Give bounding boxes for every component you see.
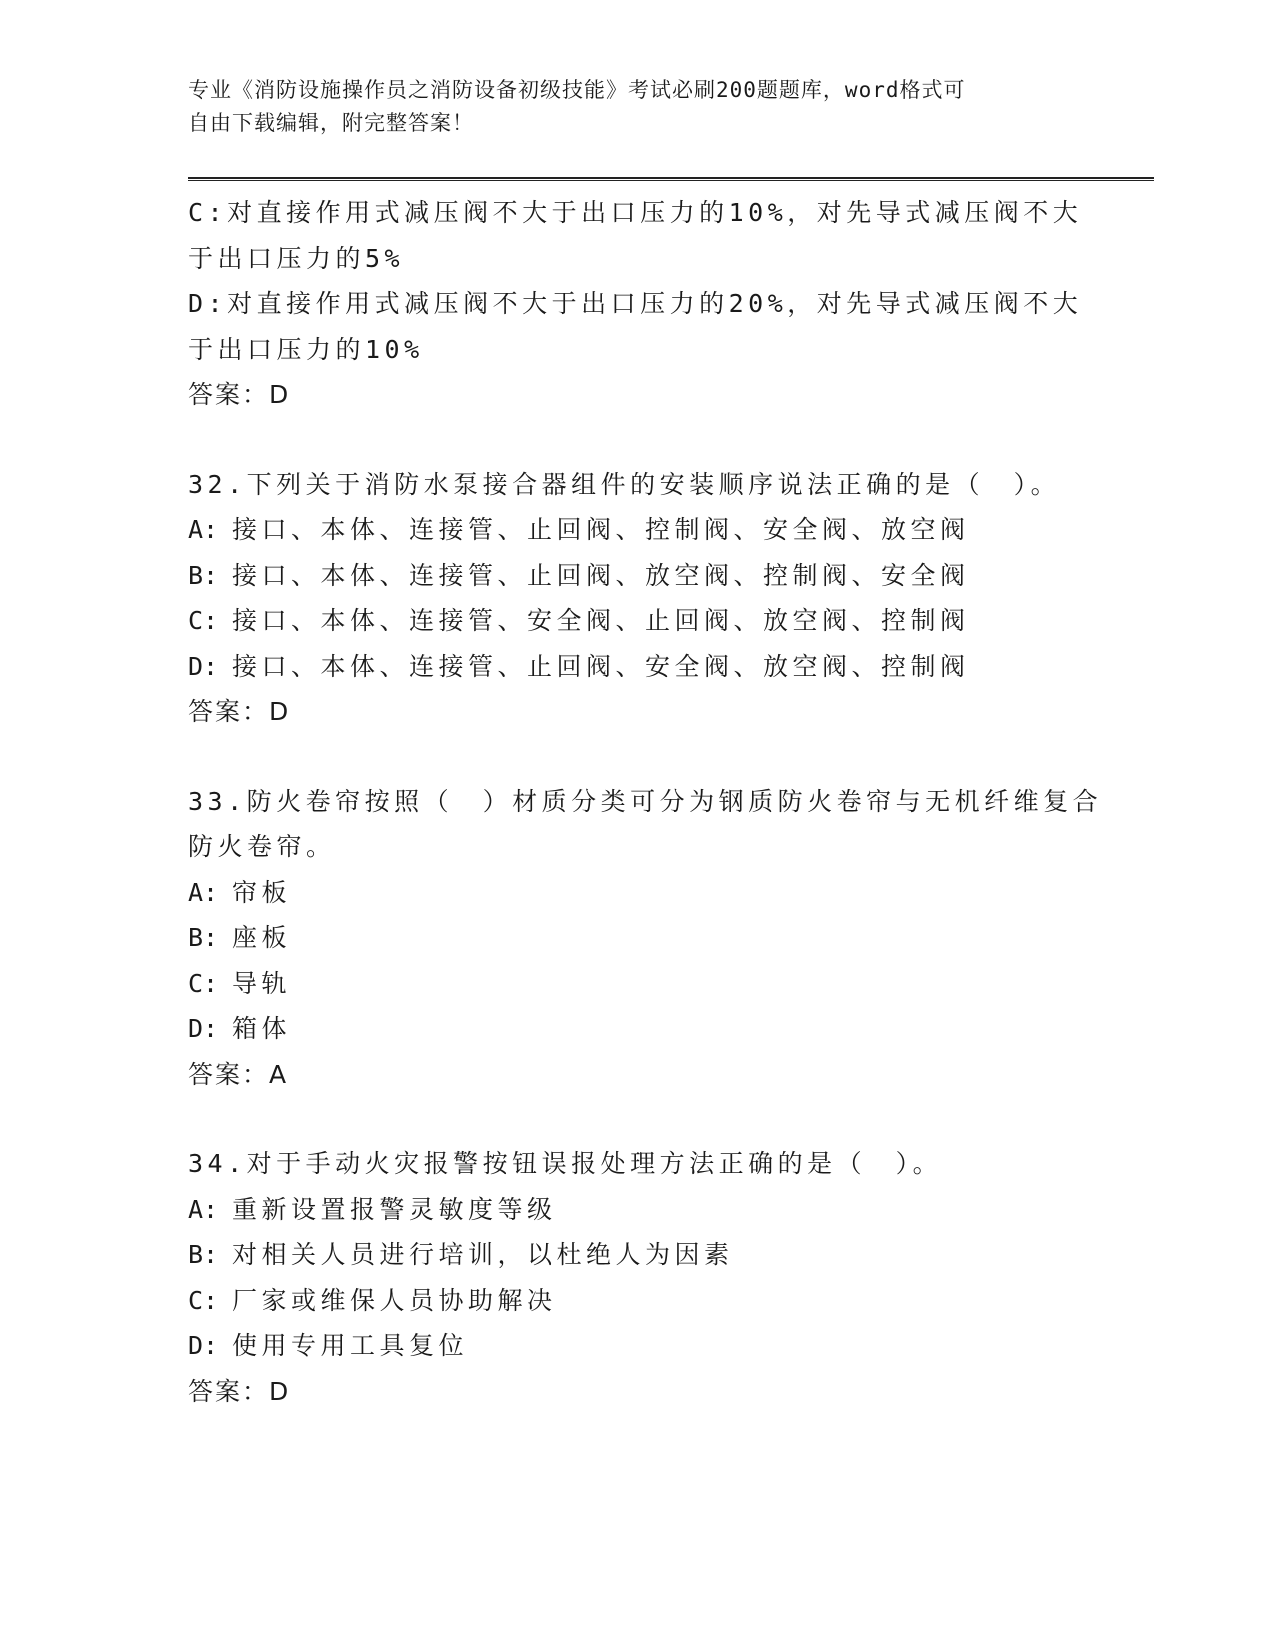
option-line: 于出口压力的10%: [188, 334, 424, 364]
question-32: [188, 462, 1088, 735]
option-d: [188, 1323, 1088, 1369]
option-c: [188, 1278, 1088, 1324]
option-text: 接口、本体、连接管、止回阀、放空阀、控制阀、安全阀: [232, 560, 970, 590]
option-key: B:: [188, 560, 219, 590]
option-key: B:: [188, 923, 219, 952]
option-text: 重新设置报警灵敏度等级: [232, 1194, 557, 1224]
option-a: [188, 870, 1088, 916]
option-text: 接口、本体、连接管、安全阀、止回阀、放空阀、控制阀: [232, 606, 970, 635]
document-header: [188, 74, 1088, 140]
header-title-line-1: 专业《消防设施操作员之消防设备初级技能》考试必刷200题题库，word格式可: [188, 78, 966, 102]
option-line: [188, 190, 1088, 236]
header-divider: [188, 177, 1154, 181]
answer-line: 答案：D: [188, 380, 291, 409]
option-line: 于出口压力的5%: [188, 243, 405, 273]
option-a: [188, 1187, 1088, 1233]
option-b: [188, 1232, 1088, 1278]
option-text: 接口、本体、连接管、止回阀、控制阀、安全阀、放空阀: [232, 515, 970, 544]
option-text: 对相关人员进行培训，以杜绝人为因素: [232, 1240, 734, 1269]
prev-question-tail: [188, 190, 1088, 418]
question-stem-continued: 防火卷帘。: [188, 832, 336, 861]
option-d: [188, 644, 1088, 690]
option-d: [188, 1006, 1088, 1052]
option-key: C:: [188, 606, 219, 635]
option-key: C:: [188, 198, 228, 227]
question-list: [188, 190, 1103, 1414]
option-a: [188, 507, 1088, 553]
option-text: 厂家或维保人员协助解决: [232, 1285, 557, 1315]
option-key: D:: [188, 651, 219, 681]
option-text: 使用专用工具复位: [232, 1331, 469, 1360]
question-stem: 34.对于手动火灾报警按钮误报处理方法正确的是（ ）。: [188, 1149, 943, 1178]
option-key: D:: [188, 1014, 219, 1043]
option-key: A:: [188, 515, 219, 544]
option-b: [188, 915, 1088, 961]
option-key: B:: [188, 1240, 219, 1269]
question-stem: 33.防火卷帘按照（ ）材质分类可分为钢质防火卷帘与无机纤维复合: [188, 786, 1103, 816]
option-c: [188, 598, 1088, 644]
option-key: C:: [188, 1285, 219, 1315]
question-stem: 32.下列关于消防水泵接合器组件的安装顺序说法正确的是（ ）。: [188, 469, 1061, 499]
option-b: [188, 553, 1088, 599]
option-text: 对直接作用式减压阀不大于出口压力的10%，对先导式减压阀不大: [227, 198, 1083, 227]
option-line: [188, 281, 1088, 327]
answer-line: 答案：A: [188, 1059, 289, 1089]
option-c: [188, 961, 1088, 1007]
option-text: 接口、本体、连接管、止回阀、安全阀、放空阀、控制阀: [232, 651, 970, 681]
option-key: A:: [188, 1194, 219, 1224]
option-text: 座板: [232, 923, 292, 952]
header-title-line-2: 自由下载编辑，附完整答案！: [188, 111, 474, 135]
answer-line: 答案：D: [188, 1376, 291, 1406]
option-key: A:: [188, 877, 219, 907]
question-33: [188, 779, 1103, 1098]
option-key: D:: [188, 1331, 219, 1360]
question-34: [188, 1141, 1088, 1414]
option-text: 箱体: [232, 1014, 292, 1043]
answer-line: 答案：D: [188, 697, 291, 726]
option-text: 导轨: [232, 968, 292, 998]
option-key: C:: [188, 968, 219, 998]
option-text: 帘板: [232, 877, 292, 907]
option-text: 对直接作用式减压阀不大于出口压力的20%，对先导式减压阀不大: [227, 289, 1083, 318]
option-key: D:: [188, 289, 228, 318]
